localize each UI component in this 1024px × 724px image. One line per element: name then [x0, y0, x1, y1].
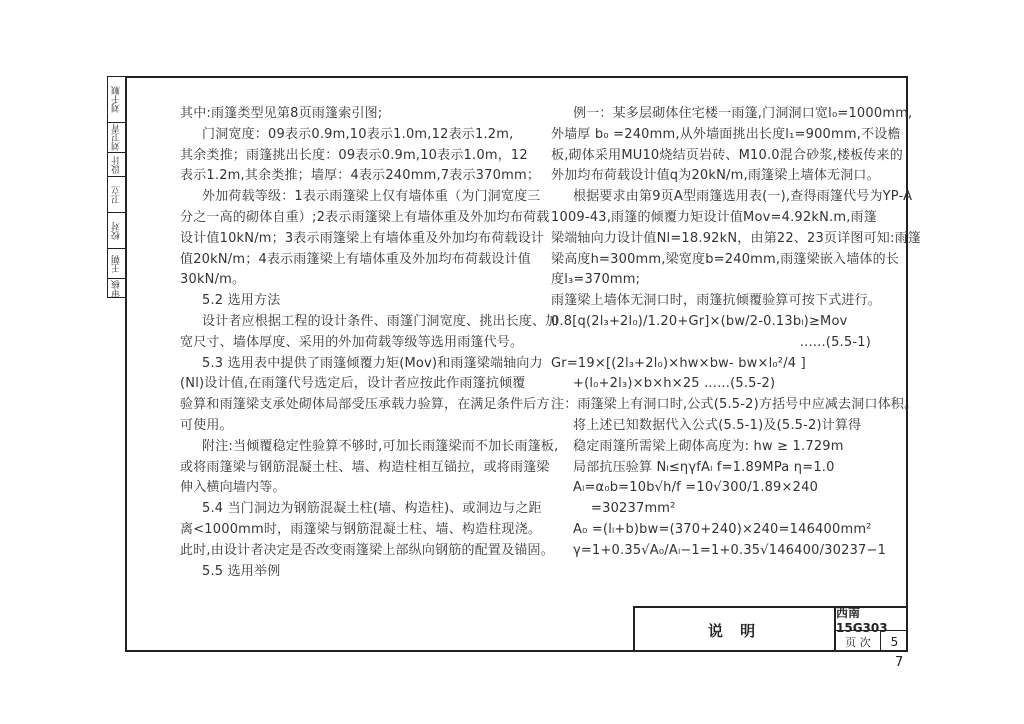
text-line: 可使用。: [180, 417, 233, 433]
sidebar-text: 刘卫青: [112, 124, 122, 151]
text-line: 其余类推；雨篷挑出长度：09表示0.9m,10表示1.0m，12: [180, 147, 528, 163]
text-line: 验算和雨篷梁支承处砌体局部受压承载力验算，在满足条件后方: [180, 397, 550, 413]
sidebar-text: 审核: [112, 280, 122, 298]
formula-line: +(l₀+2l₃)×b×h×25 ......(5.5-2): [573, 376, 776, 392]
text-line: 附注:当倾覆稳定性验算不够时,可加长雨篷梁而不加长雨篷板,: [202, 438, 559, 454]
sidebar-text: 刘千顺: [112, 86, 122, 113]
formula-tag: ......(5.5-1): [799, 334, 871, 350]
formula-line: Aₗ=α₀b=10b√h/f =10√300/1.89×240: [573, 480, 819, 496]
section-heading: 5.5 选用举例: [202, 563, 281, 579]
text-line: (Nl)设计值,在雨篷代号选定后，设计者应按此作雨篷抗倾覆: [180, 376, 526, 392]
text-line: 伸入横向墙内等。: [180, 480, 286, 496]
text-line: 分之一高的砌体自重）;2表示雨篷梁上有墙体重及外加均布荷载: [180, 209, 550, 225]
left-text-column: [180, 104, 559, 582]
text-line: 雨篷梁上墙体无洞口时，雨篷抗倾覆验算可按下式进行。: [551, 293, 882, 309]
sidebar-cell: [108, 123, 125, 153]
text-line: 5.3 选用表中提供了雨篷倾覆力矩(Mov)和雨篷梁端轴向力: [202, 355, 543, 371]
text-line: 宽尺寸、墙体厚度、采用的外加荷载等级等选用雨篷代号。: [180, 334, 524, 350]
text-line: 1009-43,雨篷的倾覆力矩设计值Mov=4.92kN.m,雨篷: [551, 209, 877, 225]
formula-line: 0.8[q(2l₃+2l₀)/1.20+Gr]×(bw/2-0.13bₗ)≥Mov: [551, 313, 848, 329]
sidebar-cell: [108, 77, 125, 123]
formula-line: =30237mm²: [591, 501, 676, 517]
text-line: 值20kN/m；4表示雨篷梁上有墙体重及外加均布荷载设计值: [180, 251, 531, 267]
sidebar-text: 王朝: [112, 254, 122, 273]
approval-sidebar: [107, 76, 125, 298]
sidebar-cell: [108, 279, 125, 299]
note-line: 注：雨篷梁上有洞口时,公式(5.5-2)方括号中应减去洞口体积。: [551, 397, 918, 413]
sidebar-cell: [108, 213, 125, 249]
title-block: [633, 606, 908, 652]
text-line: 局部抗压验算 Nₗ≤ηγfAₗ f=1.89MPa η=1.0: [573, 459, 835, 475]
text-line: 5.4 当门洞边为钢筋混凝土柱(墙、构造柱)、或洞边与之距: [202, 501, 542, 517]
text-line: 将上述已知数据代入公式(5.5-1)及(5.5-2)计算得: [573, 417, 862, 433]
text-line: 外加均布荷载设计值q为20kN/m,雨篷梁上墙体无洞口。: [551, 168, 880, 184]
sidebar-text: 校对: [112, 221, 122, 240]
text-line: 离<1000mm时，雨篷梁与钢筋混凝土柱、墙、构造柱现浇。: [180, 521, 542, 537]
text-line: 度l₃=370mm;: [551, 272, 641, 288]
atlas-code: 西南15G303: [836, 608, 908, 631]
page-number: 7: [895, 655, 904, 670]
text-line: 梁端轴向力设计值Nl=18.92kN，由第22、23页详图可知:雨篷: [551, 230, 921, 246]
section-heading: 5.2 选用方法: [202, 293, 281, 309]
formula-line: Gr=19×[(2l₃+2l₀)×hw×bw- bw×l₀²/4 ]: [551, 355, 806, 371]
text-line: 外墙厚 b₀ =240mm,从外墙面挑出长度l₁=900mm,不设檐: [551, 126, 901, 142]
sidebar-text: 设计: [112, 155, 122, 174]
text-line: 设计值10kN/m；3表示雨篷梁上有墙体重及外加均布荷载设计: [180, 230, 545, 246]
page-label: 页 次: [836, 631, 881, 652]
right-text-column: [551, 104, 921, 562]
page-value: 5: [890, 634, 899, 649]
text-line: 设计者应根据工程的设计条件、雨篷门洞宽度、挑出长度、加: [202, 313, 559, 329]
text-line: 30kN/m。: [180, 272, 246, 288]
formula-line: A₀ =(lₗ+b)bw=(370+240)×240=146400mm²: [573, 521, 872, 537]
sidebar-cell: [108, 177, 125, 213]
text-line: 板,砌体采用MU10烧结页岩砖、M10.0混合砂浆,楼板传来的: [551, 147, 903, 163]
text-line: 其中:雨篷类型见第8页雨篷索引图;: [180, 106, 383, 121]
text-line: 或将雨篷梁与钢筋混凝土柱、墙、构造柱相互锚拉，或将雨篷梁: [180, 459, 550, 475]
sidebar-cell: [108, 249, 125, 279]
formula-line: γ=1+0.35√A₀/Aₗ−1=1+0.35√146400/30237−1: [573, 542, 887, 558]
text-line: 表示1.2m,其余类推；墙厚：4表示240mm,7表示370mm；: [180, 168, 541, 184]
text-line: 例一：某多层砌体住宅楼一雨篷,门洞洞口宽l₀=1000mm,: [573, 106, 913, 121]
text-line: 根据要求由第9页A型雨篷选用表(一),查得雨篷代号为YP-A: [573, 189, 913, 205]
text-line: 外加荷载等级：1表示雨篷梁上仅有墙体重（为门洞宽度三: [202, 189, 541, 205]
text-line: 门洞宽度：09表示0.9m,10表示1.0m,12表示1.2m,: [202, 126, 514, 142]
text-line: 此时,由设计者决定是否改变雨篷梁上部纵向钢筋的配置及锚固。: [180, 542, 554, 558]
sidebar-cell: [108, 153, 125, 177]
text-line: 稳定雨篷所需梁上砌体高度为: hw ≥ 1.729m: [573, 438, 844, 454]
text-line: 梁高度h=300mm,梁宽度b=240mm,雨篷梁嵌入墙体的长: [551, 251, 900, 267]
sidebar-text: 卫立: [112, 185, 122, 204]
drawing-title: 说 明: [635, 608, 836, 652]
